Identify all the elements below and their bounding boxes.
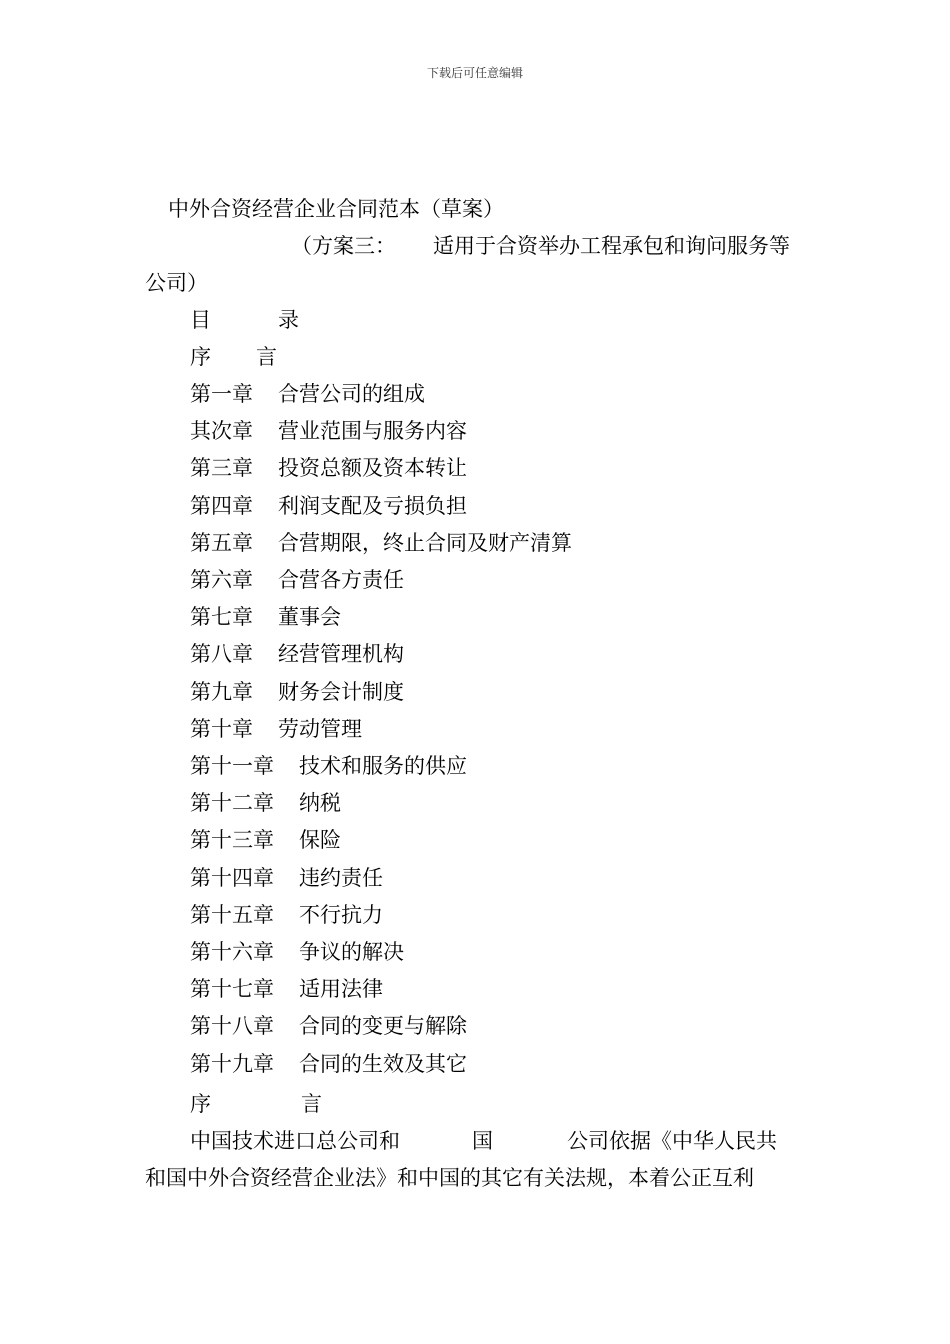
toc-item-chapter-number: 第十六章 bbox=[190, 940, 274, 964]
toc-item bbox=[190, 493, 467, 519]
toc-item-chapter-number: 其次章 bbox=[190, 419, 253, 443]
toc-item bbox=[190, 381, 425, 407]
page-header: 下载后可任意编辑 bbox=[426, 66, 523, 80]
toc-item-chapter-title: 合同的变更与解除 bbox=[299, 1014, 467, 1038]
toc-item-chapter-number: 第十四章 bbox=[190, 866, 274, 890]
toc-item-chapter-title: 合营期限，终止合同及财产清算 bbox=[278, 531, 572, 555]
toc-item-chapter-title: 合营各方责任 bbox=[278, 568, 404, 592]
toc-item-chapter-number: 第十二章 bbox=[190, 791, 274, 815]
toc-item-chapter-title: 争议的解决 bbox=[299, 940, 404, 964]
subtitle bbox=[291, 233, 790, 259]
toc-item-chapter-title: 合同的生效及其它 bbox=[299, 1052, 467, 1076]
toc-heading-char-2: 录 bbox=[278, 308, 299, 332]
toc-item bbox=[190, 1051, 467, 1077]
toc-item-chapter-title: 合营公司的组成 bbox=[278, 382, 425, 406]
toc-preface bbox=[190, 344, 277, 370]
body-text-part-1: 中国技术进口总公司和 bbox=[190, 1129, 400, 1153]
toc-item-chapter-title: 财务会计制度 bbox=[278, 680, 404, 704]
toc-item bbox=[190, 567, 404, 593]
toc-item-chapter-title: 利润支配及亏损负担 bbox=[278, 494, 467, 518]
toc-item-chapter-title: 保险 bbox=[299, 828, 341, 852]
toc-item bbox=[190, 679, 404, 705]
toc-item-chapter-number: 第十九章 bbox=[190, 1052, 274, 1076]
body-text-part-3: 公司依据《中华人民共 bbox=[567, 1129, 777, 1153]
section-heading-preface bbox=[190, 1091, 322, 1117]
toc-item-chapter-number: 第八章 bbox=[190, 642, 253, 666]
subtitle-continuation: 公司） bbox=[145, 271, 208, 295]
body-paragraph-line-1 bbox=[190, 1128, 777, 1154]
toc-item bbox=[190, 865, 383, 891]
toc-item bbox=[190, 790, 341, 816]
toc-item-chapter-number: 第十一章 bbox=[190, 754, 274, 778]
toc-item-chapter-number: 第四章 bbox=[190, 494, 253, 518]
toc-preface-char-2: 言 bbox=[256, 345, 277, 369]
toc-item-chapter-number: 第十八章 bbox=[190, 1014, 274, 1038]
toc-item-chapter-number: 第一章 bbox=[190, 382, 253, 406]
toc-item bbox=[190, 753, 467, 779]
toc-item bbox=[190, 604, 341, 630]
toc-item-chapter-number: 第九章 bbox=[190, 680, 253, 704]
body-text-part-2: 国 bbox=[472, 1129, 493, 1153]
toc-item-chapter-number: 第三章 bbox=[190, 456, 253, 480]
toc-item-chapter-title: 纳税 bbox=[299, 791, 341, 815]
toc-item-chapter-title: 技术和服务的供应 bbox=[299, 754, 467, 778]
toc-heading bbox=[190, 307, 299, 333]
toc-item-chapter-title: 营业范围与服务内容 bbox=[278, 419, 467, 443]
toc-item bbox=[190, 902, 383, 928]
toc-item bbox=[190, 976, 383, 1002]
section-heading-char-1: 序 bbox=[190, 1092, 211, 1116]
section-heading-char-2: 言 bbox=[301, 1092, 322, 1116]
toc-item bbox=[190, 418, 467, 444]
toc-item-chapter-title: 经营管理机构 bbox=[278, 642, 404, 666]
toc-item-chapter-number: 第十七章 bbox=[190, 977, 274, 1001]
document-title: 中外合资经营企业合同范本（草案） bbox=[168, 197, 504, 221]
body-paragraph-line-2: 和国中外合资经营企业法》和中国的其它有关法规，本着公正互利 bbox=[145, 1166, 754, 1190]
toc-item-chapter-title: 不行抗力 bbox=[299, 903, 383, 927]
toc-item-chapter-number: 第十五章 bbox=[190, 903, 274, 927]
toc-heading-char-1: 目 bbox=[190, 308, 211, 332]
toc-item bbox=[190, 641, 404, 667]
toc-preface-char-1: 序 bbox=[190, 345, 211, 369]
toc-item-chapter-title: 适用法律 bbox=[299, 977, 383, 1001]
toc-item-chapter-title: 董事会 bbox=[278, 605, 341, 629]
toc-item-chapter-title: 投资总额及资本转让 bbox=[278, 456, 467, 480]
toc-item-chapter-number: 第十章 bbox=[190, 717, 253, 741]
subtitle-part-1: （方案三： bbox=[291, 234, 396, 258]
toc-item-chapter-title: 劳动管理 bbox=[278, 717, 362, 741]
toc-item-chapter-title: 违约责任 bbox=[299, 866, 383, 890]
subtitle-part-2: 适用于合资举办工程承包和询问服务等 bbox=[433, 234, 790, 258]
toc-item bbox=[190, 716, 362, 742]
toc-item bbox=[190, 1013, 467, 1039]
toc-item bbox=[190, 455, 467, 481]
toc-item bbox=[190, 530, 572, 556]
toc-item bbox=[190, 939, 404, 965]
toc-item-chapter-number: 第五章 bbox=[190, 531, 253, 555]
toc-item bbox=[190, 827, 341, 853]
toc-item-chapter-number: 第十三章 bbox=[190, 828, 274, 852]
toc-item-chapter-number: 第六章 bbox=[190, 568, 253, 592]
toc-item-chapter-number: 第七章 bbox=[190, 605, 253, 629]
